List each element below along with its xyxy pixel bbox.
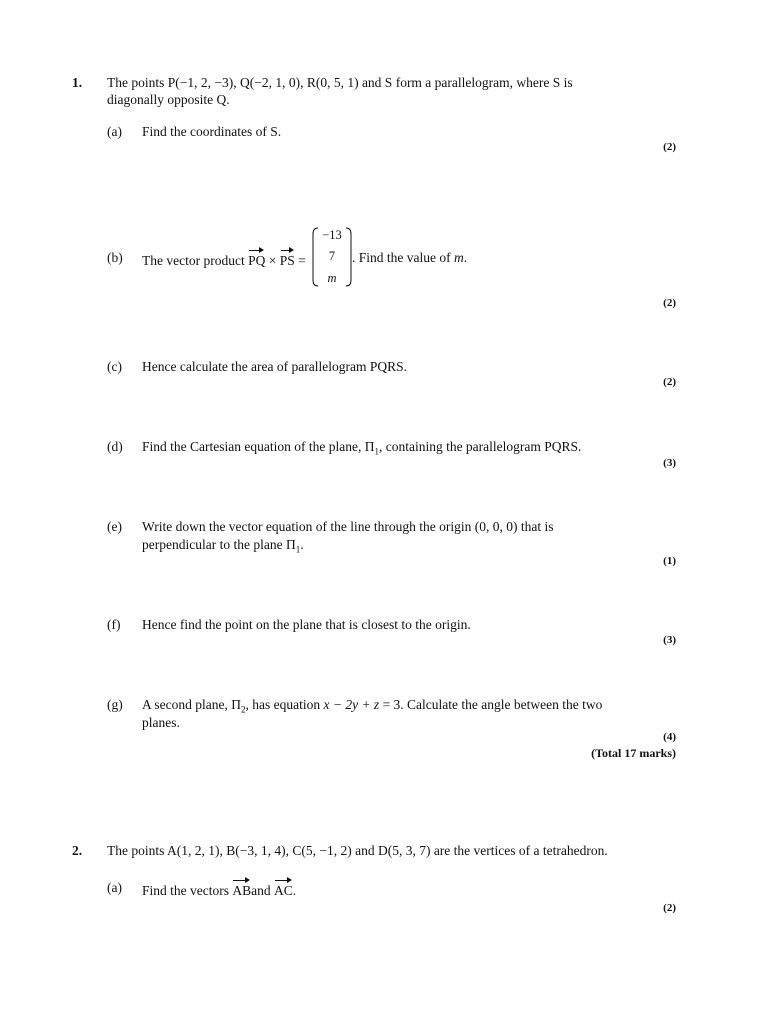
marks: (2) bbox=[663, 141, 676, 153]
part-label: (d) bbox=[107, 439, 123, 454]
marks: (3) bbox=[663, 457, 676, 469]
question-number: 1. bbox=[72, 75, 83, 90]
vector-ps: PS bbox=[280, 247, 295, 269]
question-stem-line2: diagonally opposite Q. bbox=[107, 92, 230, 107]
marks: (2) bbox=[663, 297, 676, 309]
part-label: (a) bbox=[107, 880, 122, 895]
part-text bbox=[142, 247, 306, 269]
total-marks: (Total 17 marks) bbox=[591, 746, 676, 760]
equation: x − 2y + z bbox=[323, 697, 380, 712]
part-label: (a) bbox=[107, 124, 122, 139]
vector-ab: AB bbox=[232, 877, 251, 899]
vector-ac: AC bbox=[274, 877, 293, 899]
part-text-line2: planes. bbox=[142, 715, 180, 730]
text-before: The vector product bbox=[142, 253, 245, 268]
marks: (2) bbox=[663, 902, 676, 914]
part-label: (e) bbox=[107, 519, 122, 534]
part-text-after: . Find the value of m. bbox=[352, 250, 468, 265]
part-text: Find the vectors ABand AC. bbox=[142, 877, 296, 899]
marks: (3) bbox=[663, 634, 676, 646]
marks: (2) bbox=[663, 376, 676, 388]
part-text: Hence calculate the area of parallelogram PQRS. bbox=[142, 359, 408, 374]
part-label: (f) bbox=[107, 617, 121, 632]
part-label: (b) bbox=[107, 250, 123, 265]
part-label: (c) bbox=[107, 359, 122, 374]
vector-entry: −13 bbox=[322, 228, 342, 242]
part-text-line2: perpendicular to the plane $\Pi_1$. bbox=[142, 537, 304, 555]
part-text-line1: A second plane, $\Pi_2$, has equation x − 2y + z = 3. Calculate the angle between the two bbox=[142, 697, 603, 715]
question-stem-line1: The points P(−1, 2, −3), Q(−2, 1, 0), R(0, 5, 1) and S form a parallelogram, where S is bbox=[107, 75, 573, 90]
marks: (1) bbox=[663, 555, 676, 567]
part-text-line1: Write down the vector equation of the line through the origin (0, 0, 0) that is bbox=[142, 519, 554, 534]
part-text: Find the Cartesian equation of the plane, $\Pi_1$, containing the parallelogram PQRS. bbox=[142, 439, 582, 457]
column-vector bbox=[312, 226, 352, 288]
vector-entry: 7 bbox=[328, 249, 336, 263]
variable-m: m bbox=[453, 250, 464, 265]
vector-entry: m bbox=[327, 271, 337, 285]
question-stem: The points A(1, 2, 1), B(−3, 1, 4), C(5, −1, 2) and D(5, 3, 7) are the vertices of a tetrahedron. bbox=[107, 843, 608, 858]
part-label: (g) bbox=[107, 697, 123, 712]
equals-sign: = bbox=[298, 253, 306, 268]
part-text: Hence find the point on the plane that is closest to the origin. bbox=[142, 617, 471, 632]
marks: (4) bbox=[663, 731, 676, 743]
times-sign: × bbox=[268, 253, 277, 268]
vector-pq: PQ bbox=[248, 247, 265, 269]
question-number: 2. bbox=[72, 843, 83, 858]
part-text: Find the coordinates of S. bbox=[142, 124, 282, 139]
